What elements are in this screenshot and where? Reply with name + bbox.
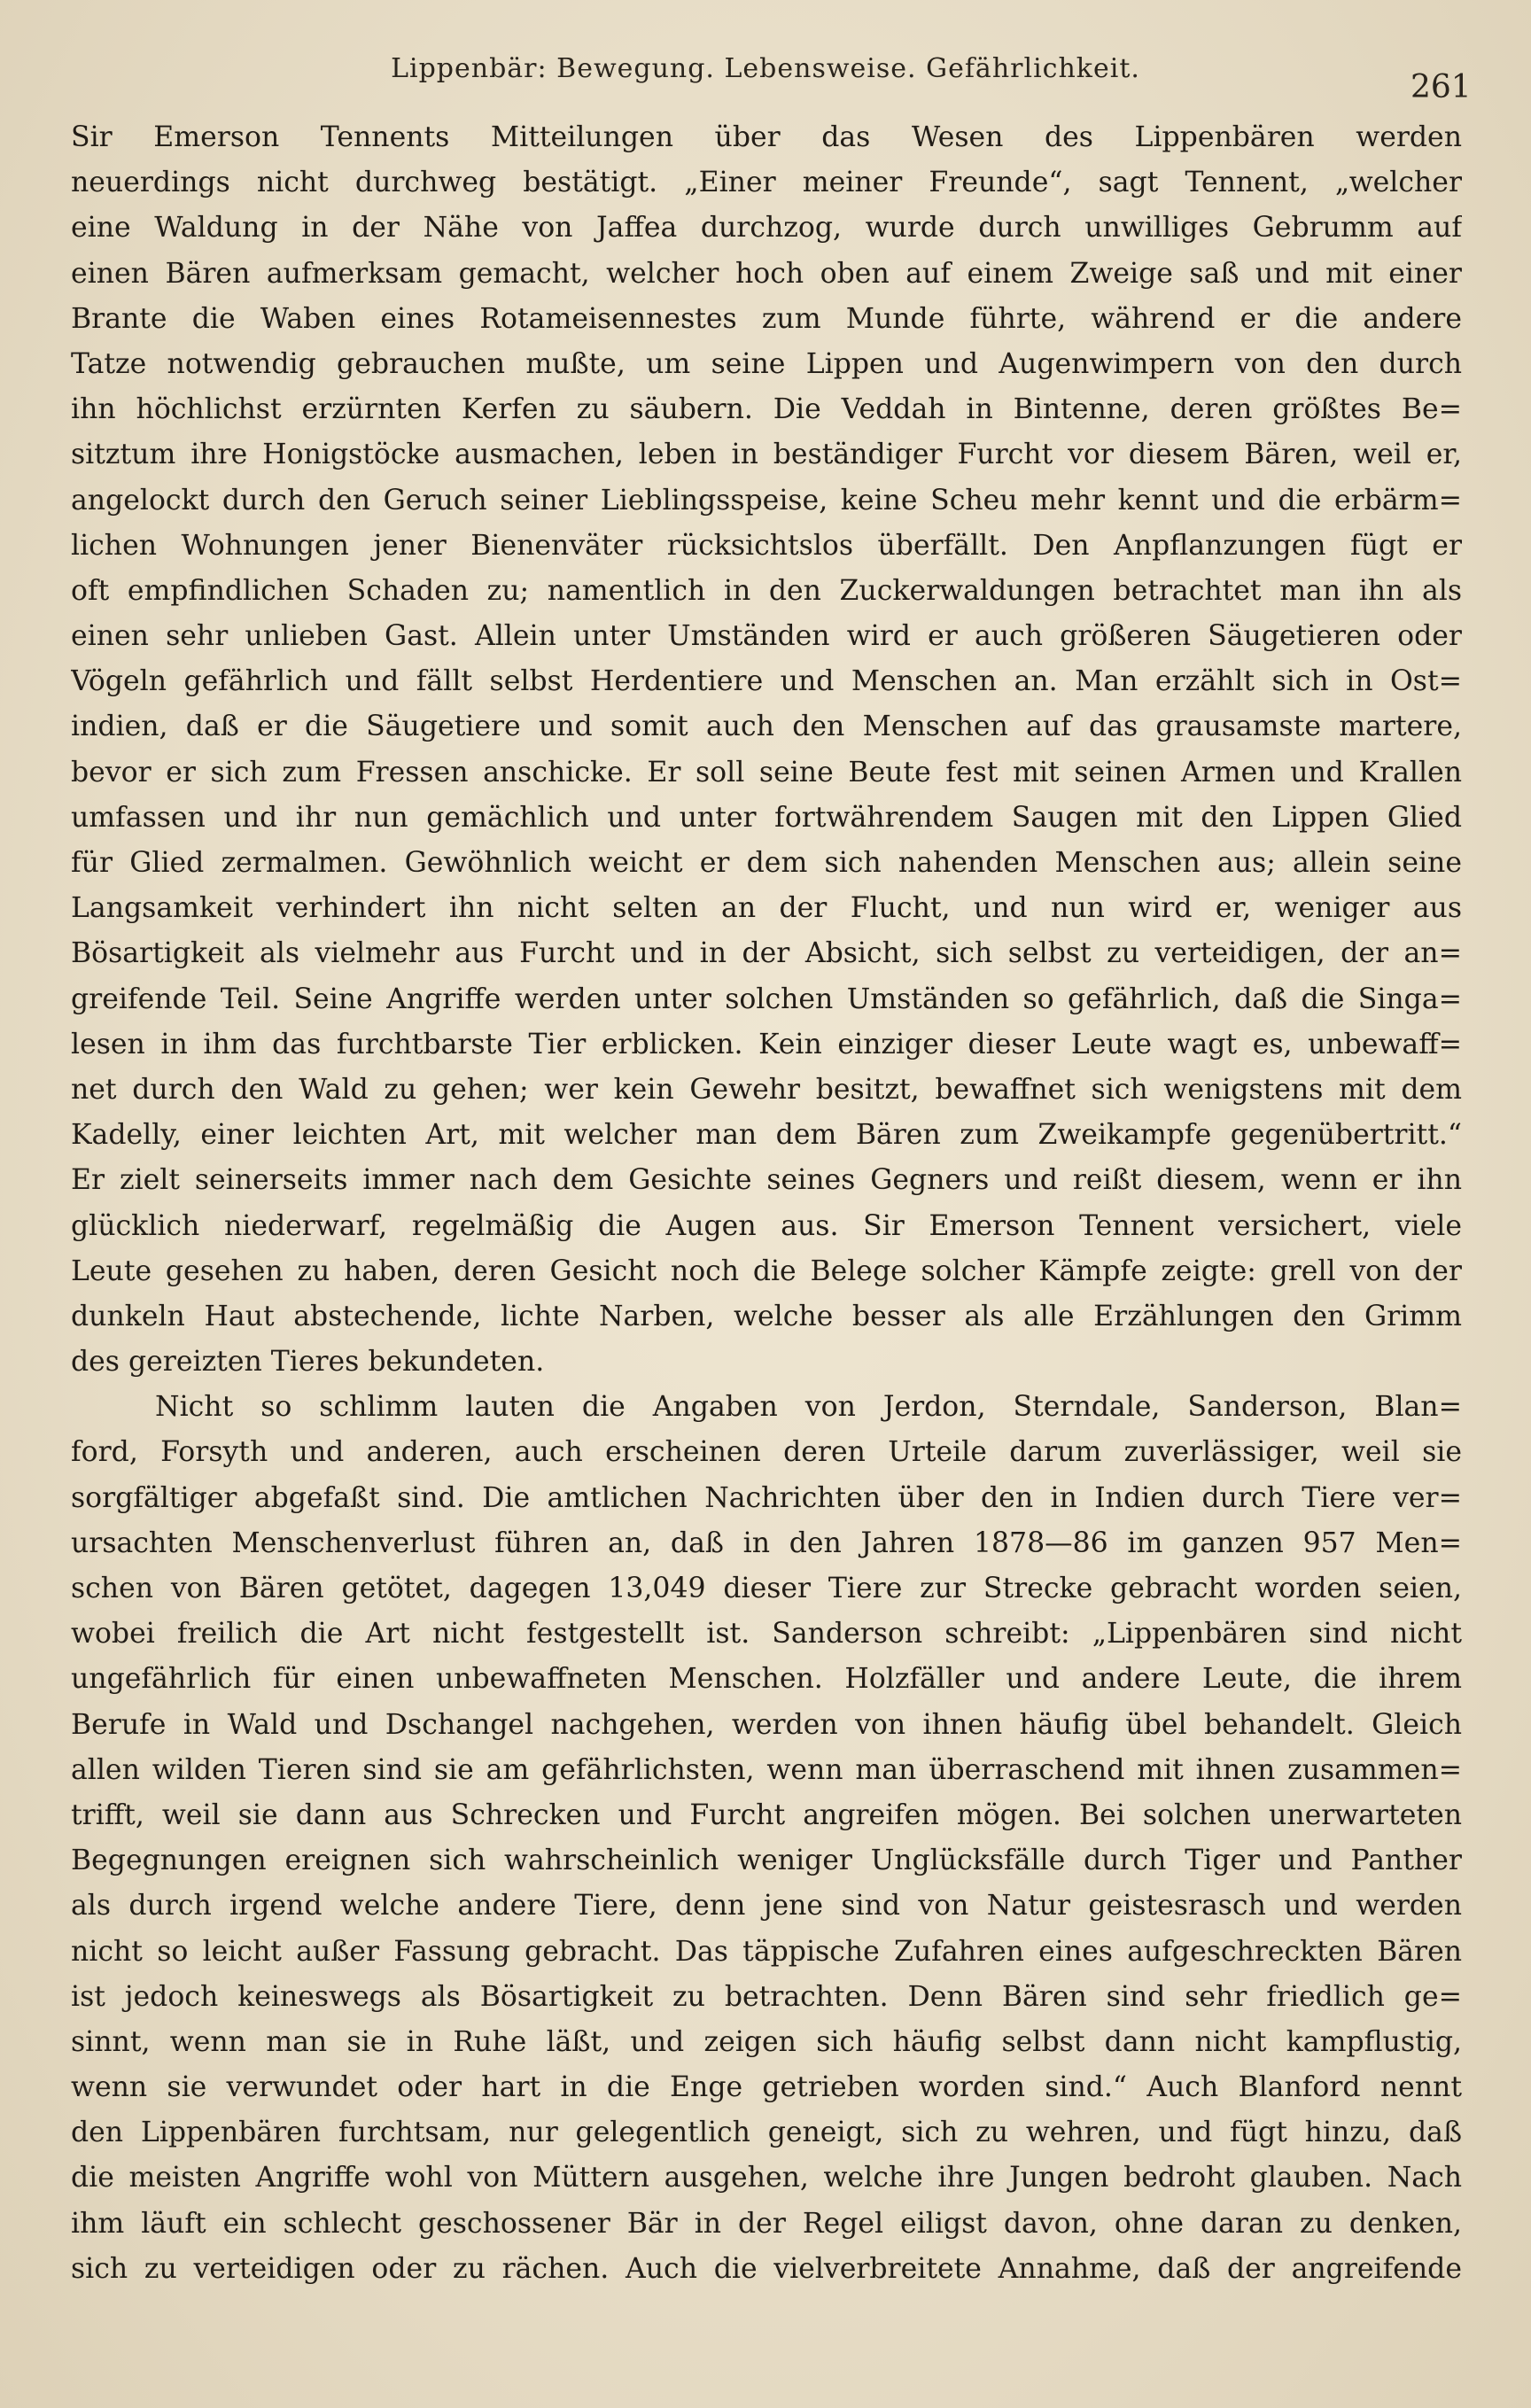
text-line: Sir Emerson Tennents Mitteilungen über das Wesen des Lippenbären werden (71, 121, 1462, 153)
text-line: Bösartigkeit als vielmehr aus Furcht und in der Absicht, sich selbst zu verteidigen, der an= (71, 937, 1462, 970)
text-line: wenn sie verwundet oder hart in die Enge getrieben worden sind.“ Auch Blanford nennt (71, 2071, 1462, 2104)
text-line: lesen in ihm das furchtbarste Tier erblicken. Kein einziger dieser Leute wagt es, unbewaff= (71, 1028, 1462, 1060)
text-line: net durch den Wald zu gehen; wer kein Gewehr besitzt, bewaffnet sich wenigstens mit dem (71, 1073, 1462, 1106)
body-text (71, 115, 1462, 2292)
text-line: Vögeln gefährlich und fällt selbst Herdentiere und Menschen an. Man erzählt sich in Ost= (71, 665, 1462, 698)
text-line: indien, daß er die Säugetiere und somit auch den Menschen auf das grausamste martere, (71, 711, 1462, 743)
text-line: für Glied zermalmen. Gewöhnlich weicht er dem sich nahenden Menschen aus; allein seine (71, 847, 1462, 879)
text-line: wobei freilich die Art nicht festgestellt ist. Sanderson schreibt: „Lippenbären sind nicht (71, 1618, 1462, 1651)
text-line: oft empfindlichen Schaden zu; namentlich in den Zuckerwaldungen betrachtet man ihn als (71, 574, 1462, 607)
text-line: des gereizten Tieres bekundeten. (71, 1346, 545, 1379)
text-line: Kadelly, einer leichten Art, mit welcher man dem Bären zum Zweikampfe gegenübertritt.“ (71, 1119, 1462, 1152)
text-line: den Lippenbären furchtsam, nur gelegentlich geneigt, sich zu wehren, und fügt hinzu, daß (71, 2117, 1462, 2149)
text-line: bevor er sich zum Fressen anschicke. Er soll seine Beute fest mit seinen Armen und Krallen (71, 756, 1462, 788)
text-line: ungefährlich für einen unbewaffneten Menschen. Holzfäller und andere Leute, die ihrem (71, 1663, 1462, 1696)
text-line: sitztum ihre Honigstöcke ausmachen, leben in beständiger Furcht vor diesem Bären, weil er, (71, 439, 1462, 471)
text-line: angelockt durch den Geruch seiner Lieblingsspeise, keine Scheu mehr kennt und die erbärm= (71, 484, 1462, 517)
text-line: ursachten Menschenverlust führen an, daß in den Jahren 1878—86 im ganzen 957 Men= (71, 1526, 1462, 1559)
text-line: trifft, weil sie dann aus Schrecken und Furcht angreifen mögen. Bei solchen unerwarteten (71, 1798, 1462, 1831)
text-line: Berufe in Wald und Dschangel nachgehen, werden von ihnen häufig übel behandelt. Gleich (71, 1708, 1462, 1741)
text-line: Tatze notwendig gebrauchen mußte, um seine Lippen und Augenwimpern von den durch (71, 347, 1462, 380)
text-line: Begegnungen ereignen sich wahrscheinlich weniger Unglücksfälle durch Tiger und Panther (71, 1845, 1462, 1877)
page-number: 261 (1411, 69, 1472, 105)
text-line: einen sehr unlieben Gast. Allein unter Umständen wird er auch größeren Säugetieren oder (71, 620, 1462, 653)
text-line: als durch irgend welche andere Tiere, denn jene sind von Natur geistesrasch und werden (71, 1890, 1462, 1923)
text-line: ist jedoch keineswegs als Bösartigkeit zu betrachten. Denn Bären sind sehr friedlich ge= (71, 1980, 1462, 2013)
text-line: einen Bären aufmerksam gemacht, welcher hoch oben auf einem Zweige saß und mit einer (71, 257, 1462, 290)
text-line: glücklich niederwarf, regelmäßig die Augen aus. Sir Emerson Tennent versichert, viele (71, 1209, 1462, 1242)
text-line: lichen Wohnungen jener Bienenväter rücksichtslos überfällt. Den Anpflanzungen fügt er (71, 529, 1462, 562)
text-line: ford, Forsyth und anderen, auch erscheinen deren Urteile darum zuverlässiger, weil sie (71, 1436, 1462, 1469)
text-line: schen von Bären getötet, dagegen 13,049 dieser Tiere zur Strecke gebracht worden seien, (71, 1573, 1462, 1604)
text-line: sorgfältiger abgefaßt sind. Die amtlichen Nachrichten über den in Indien durch Tiere ver= (71, 1481, 1462, 1514)
text-line: greifende Teil. Seine Angriffe werden unter solchen Umständen so gefährlich, daß die Singa= (71, 983, 1462, 1015)
text-line: die meisten Angriffe wohl von Müttern ausgehen, welche ihre Jungen bedroht glauben. Nach (71, 2162, 1462, 2194)
text-line: umfassen und ihr nun gemächlich und unter fortwährendem Saugen mit den Lippen Glied (71, 801, 1462, 834)
text-line: sinnt, wenn man sie in Ruhe läßt, und zeigen sich häufig selbst dann nicht kampflustig, (71, 2025, 1462, 2058)
text-line: eine Waldung in der Nähe von Jaffea durchzog, wurde durch unwilliges Gebrumm auf (71, 212, 1462, 245)
text-line: ihm läuft ein schlecht geschossener Bär in der Regel eiligst davon, ohne daran zu denken, (71, 2207, 1462, 2240)
text-line: Langsamkeit verhindert ihn nicht selten an der Flucht, und nun wird er, weniger aus (71, 892, 1462, 925)
text-line: Leute gesehen zu haben, deren Gesicht noch die Belege solcher Kämpfe zeigte: grell von der (71, 1254, 1462, 1287)
text-line: neuerdings nicht durchweg bestätigt. „Einer meiner Freunde“, sagt Tennent, „welcher (71, 167, 1462, 199)
text-line: Er zielt seinerseits immer nach dem Gesichte seines Gegners und reißt diesem, wenn er ihn (71, 1164, 1462, 1197)
running-head: Lippenbär: Bewegung. Lebensweise. Gefährlichkeit. (391, 53, 1140, 84)
text-line: nicht so leicht außer Fassung gebracht. Das täppische Zufahren eines aufgeschreckten Bären (71, 1935, 1462, 1968)
text-line: sich zu verteidigen oder zu rächen. Auch die vielverbreitete Annahme, daß der angreifende (71, 2252, 1462, 2285)
text-line: ihn höchlichst erzürnten Kerfen zu säubern. Die Veddah in Bintenne, deren größtes Be= (71, 393, 1462, 426)
text-line: allen wilden Tieren sind sie am gefährlichsten, wenn man überraschend mit ihnen zusammen= (71, 1753, 1462, 1786)
text-line: Nicht so schlimm lauten die Angaben von Jerdon, Sterndale, Sanderson, Blan= (155, 1391, 1462, 1424)
text-line: Brante die Waben eines Rotameisennestes zum Munde führte, während er die andere (71, 302, 1462, 335)
text-line: dunkeln Haut abstechende, lichte Narben, welche besser als alle Erzählungen den Grimm (71, 1300, 1462, 1332)
